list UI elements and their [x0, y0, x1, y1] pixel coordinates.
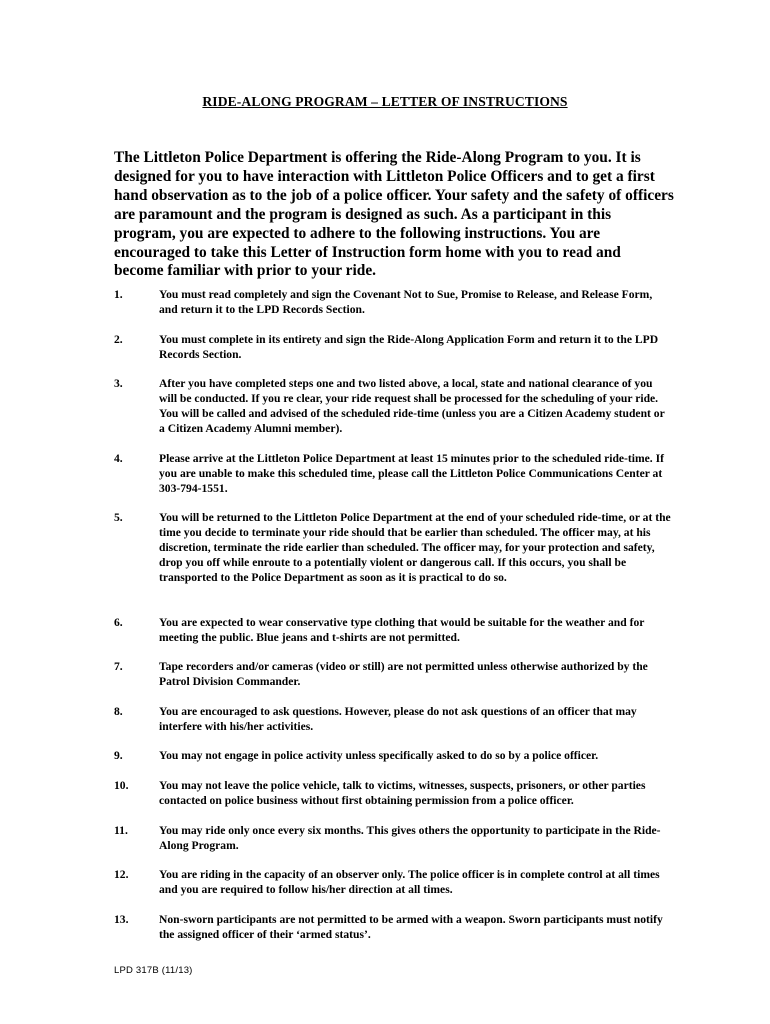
- instruction-text: You will be returned to the Littleton Police Department at the end of your scheduled ride-time, or at the time you decide to terminate your ride should that be earlier than scheduled. The officer may, at his discretion, terminate the ride earlier than scheduled. The officer may, for your protection and safety, drop you off while enroute to a potentially violent or dangerous call. If this occurs, you shall be transported to the Police Department as soon as it is practical to do so.: [159, 511, 671, 585]
- form-number-footer: LPD 317B (11/13): [114, 965, 193, 976]
- instruction-number: 13.: [114, 913, 129, 926]
- instruction-number: 7.: [114, 660, 123, 673]
- instruction-text: After you have completed steps one and two listed above, a local, state and national clearance of you will be conducted. If you re clear, your ride request shall be processed for the scheduling of your ride. You will be called and advised of the scheduled ride-time (unless you are a Citizen Academy student or a Citizen Academy Alumni member).: [159, 377, 665, 436]
- instruction-number: 3.: [114, 377, 123, 390]
- intro-paragraph: The Littleton Police Department is offering the Ride-Along Program to you. It is designed for you to have interaction with Littleton Police Officers and to get a first hand observation as to the job of a police officer. Your safety and the safety of officers are paramount and the program is designed as such. As a participant in this program, you are expected to adhere to the following instructions. You are encouraged to take this Letter of Instruction form home with you to read and become familiar with prior to your ride.: [114, 149, 674, 280]
- instruction-text: You must read completely and sign the Covenant Not to Sue, Promise to Release, and Release Form, and return it to the LPD Records Section.: [159, 288, 653, 317]
- instruction-text: You must complete in its entirety and sign the Ride-Along Application Form and return it to the LPD Records Section.: [159, 333, 659, 362]
- instruction-number: 9.: [114, 749, 123, 762]
- instruction-number: 8.: [114, 705, 123, 718]
- instruction-number: 4.: [114, 452, 123, 465]
- instruction-text: Tape recorders and/or cameras (video or still) are not permitted unless otherwise authorized by the Patrol Division Commander.: [159, 660, 648, 689]
- instruction-number: 11.: [114, 824, 128, 837]
- instruction-number: 6.: [114, 616, 123, 629]
- instruction-number: 2.: [114, 333, 123, 346]
- instruction-text: You are riding in the capacity of an observer only. The police officer is in complete control at all times and you are required to follow his/her direction at all times.: [159, 868, 660, 897]
- instruction-number: 1.: [114, 288, 123, 301]
- instruction-text: You are encouraged to ask questions. However, please do not ask questions of an officer that may interfere with his/her activities.: [159, 705, 637, 734]
- document-title: RIDE-ALONG PROGRAM – LETTER OF INSTRUCTIONS: [202, 94, 568, 109]
- instruction-text: Please arrive at the Littleton Police Department at least 15 minutes prior to the scheduled ride-time. If you are unable to make this scheduled time, please call the Littleton Police Communications Center at 303-794-1551.: [159, 452, 664, 496]
- instruction-text: You may not engage in police activity unless specifically asked to do so by a police officer.: [159, 749, 599, 762]
- instruction-text: You may not leave the police vehicle, talk to victims, witnesses, suspects, prisoners, or other parties contacted on police business without first obtaining permission from a police officer.: [159, 779, 646, 808]
- instruction-number: 5.: [114, 511, 123, 524]
- instruction-text: Non-sworn participants are not permitted to be armed with a weapon. Sworn participants must notify the assigned officer of their ‘armed status’.: [159, 913, 663, 942]
- instruction-number: 12.: [114, 868, 129, 881]
- instruction-number: 10.: [114, 779, 129, 792]
- instruction-text: You are expected to wear conservative type clothing that would be suitable for the weather and for meeting the public. Blue jeans and t-shirts are not permitted.: [159, 616, 645, 645]
- instruction-text: You may ride only once every six months. This gives others the opportunity to participate in the Ride-Along Program.: [159, 824, 661, 853]
